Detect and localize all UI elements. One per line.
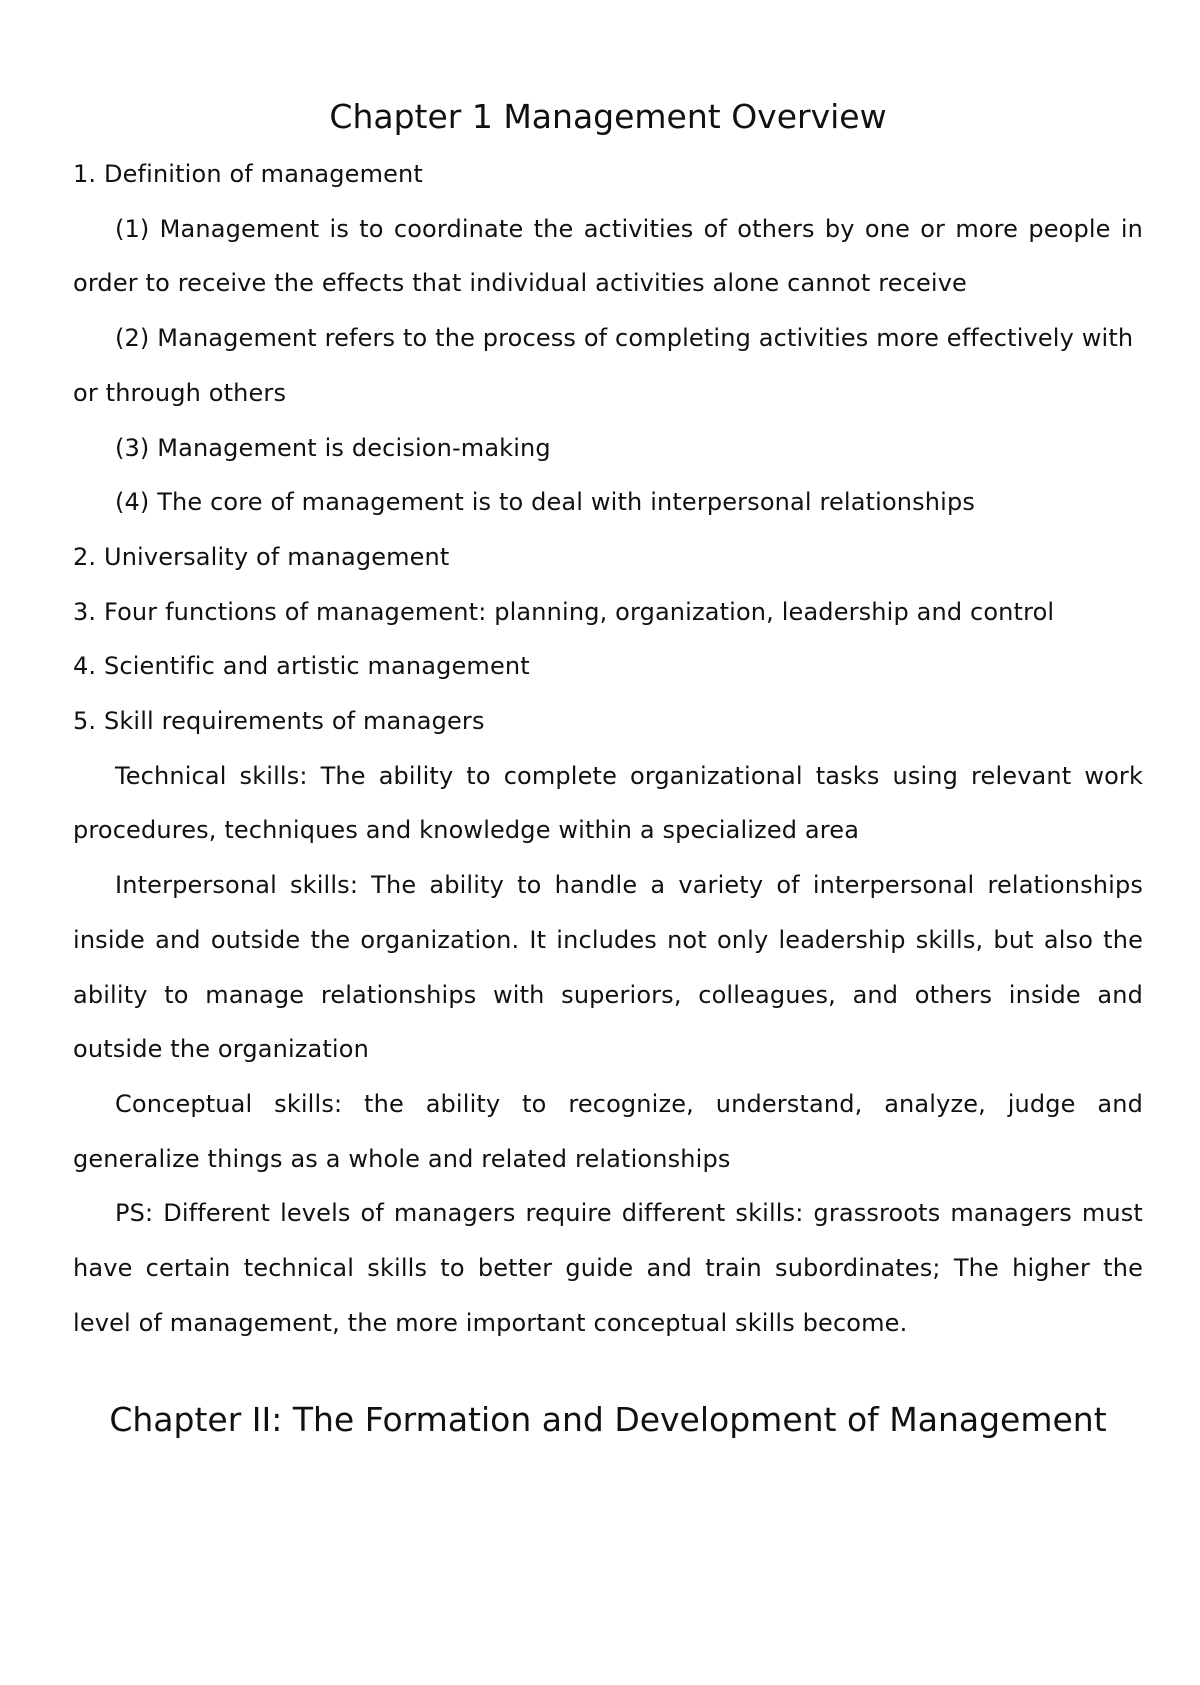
definition-paragraph-1: (1) Management is to coordinate the activities of others by one or more people in order to receive the effects that individual activities alone cannot receive (73, 214, 1143, 298)
heading-scientific-artistic: 4. Scientific and artistic management (73, 652, 530, 681)
heading-four-functions: 3. Four functions of management: planning, organization, leadership and control (73, 597, 1055, 626)
conceptual-skills-paragraph: Conceptual skills: the ability to recognize, understand, analyze, judge and generalize things as a whole and related relationships (73, 1089, 1143, 1173)
definition-paragraph-3: (3) Management is decision-making (115, 433, 551, 462)
heading-universality: 2. Universality of management (73, 542, 450, 571)
ps-paragraph: PS: Different levels of managers require different skills: grassroots managers must have certain technical skills to better guide and train subordinates; The higher the level of management, the more important conceptual skills become. (73, 1199, 1143, 1337)
definition-paragraph-4: (4) The core of management is to deal with interpersonal relationships (115, 488, 976, 517)
chapter-2-title: Chapter II: The Formation and Development of Management (109, 1400, 1107, 1440)
definition-paragraph-2: (2) Management refers to the process of completing activities more effectively with or through others (73, 324, 1134, 407)
heading-definition-of-management: 1. Definition of management (73, 160, 423, 188)
heading-skill-requirements: 5. Skill requirements of managers (73, 707, 485, 736)
document-body (73, 0, 1143, 1440)
chapter-1-title: Chapter 1 Management Overview (329, 97, 887, 136)
interpersonal-skills-paragraph: Interpersonal skills: The ability to handle a variety of interpersonal relationships inside and outside the organization. It includes not only leadership skills, but also the ability to manage relationships with superiors, colleagues, and others inside and outside the organization (73, 871, 1143, 1064)
technical-skills-paragraph: Technical skills: The ability to complete organizational tasks using relevant work procedures, techniques and knowledge within a specialized area (73, 761, 1143, 845)
